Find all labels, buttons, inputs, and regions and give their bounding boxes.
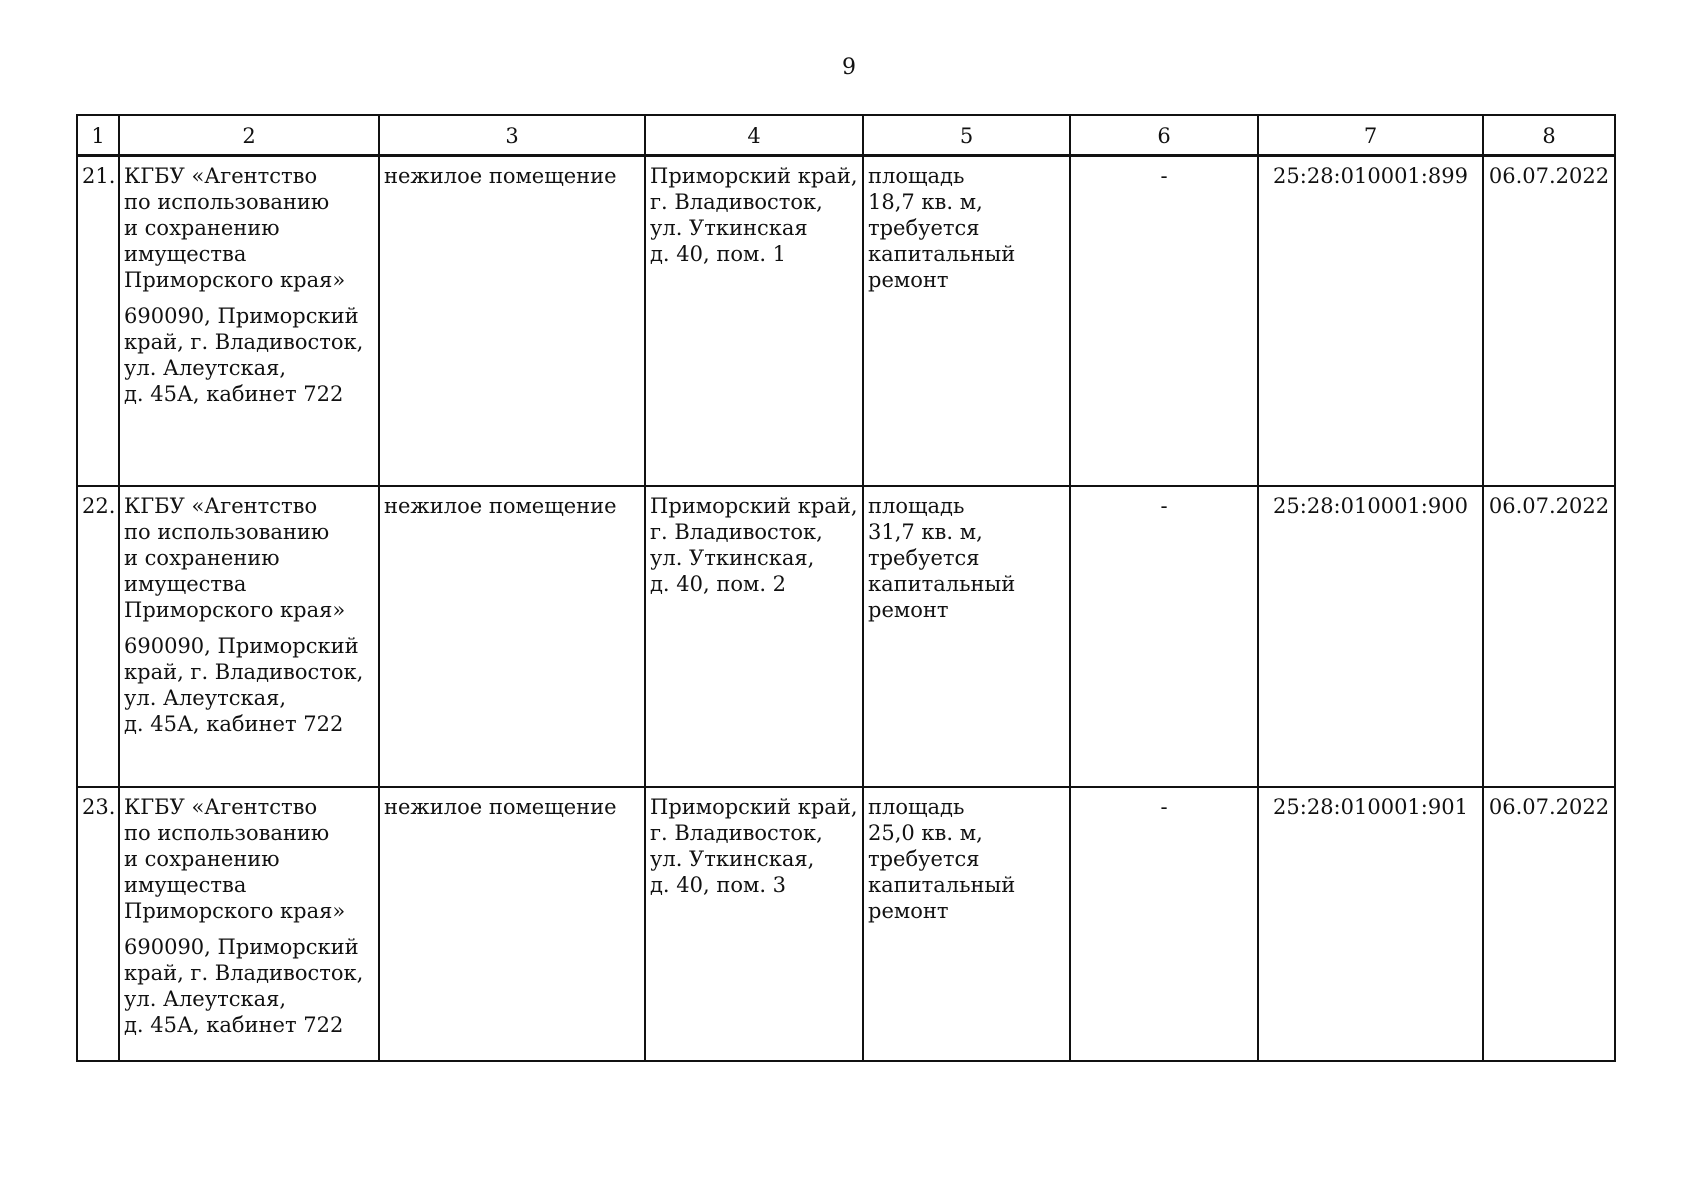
holder-address-line: 690090, Приморский bbox=[124, 304, 359, 328]
object-address-cell bbox=[645, 156, 863, 487]
holder-line: имущества bbox=[124, 873, 247, 897]
characteristics-cell bbox=[863, 787, 1070, 1061]
holder-address-line: д. 45А, кабинет 722 bbox=[124, 382, 344, 406]
date-cell: 06.07.2022 bbox=[1483, 787, 1615, 1061]
holder-line: КГБУ «Агентство bbox=[124, 164, 318, 188]
address-line: г. Владивосток, bbox=[650, 520, 823, 544]
holder-line: КГБУ «Агентство bbox=[124, 494, 318, 518]
characteristics-line: капитальный bbox=[868, 242, 1016, 266]
address-line: д. 40, пом. 2 bbox=[650, 572, 787, 596]
col6-cell: - bbox=[1070, 156, 1258, 487]
object-address-cell bbox=[645, 787, 863, 1061]
row-number: 22. bbox=[77, 486, 119, 787]
holder-address-line: край, г. Владивосток, bbox=[124, 330, 364, 354]
header-col-2: 2 bbox=[119, 115, 379, 156]
holder-address-line: край, г. Владивосток, bbox=[124, 660, 364, 684]
holder-address-line: ул. Алеутская, bbox=[124, 987, 287, 1011]
object-type-cell: нежилое помещение bbox=[379, 787, 645, 1061]
table-row bbox=[77, 486, 1615, 787]
header-col-7: 7 bbox=[1258, 115, 1483, 156]
address-line: Приморский край, bbox=[650, 795, 858, 819]
characteristics-line: 25,0 кв. м, bbox=[868, 821, 983, 845]
rights-holder-cell bbox=[119, 787, 379, 1061]
date-cell: 06.07.2022 bbox=[1483, 486, 1615, 787]
address-line: д. 40, пом. 1 bbox=[650, 242, 787, 266]
address-line: д. 40, пом. 3 bbox=[650, 873, 787, 897]
holder-line: Приморского края» bbox=[124, 899, 346, 923]
address-line: ул. Уткинская, bbox=[650, 847, 815, 871]
object-type-cell: нежилое помещение bbox=[379, 156, 645, 487]
holder-line: имущества bbox=[124, 572, 247, 596]
holder-line: Приморского края» bbox=[124, 268, 346, 292]
address-line: г. Владивосток, bbox=[650, 190, 823, 214]
cadastral-number-cell: 25:28:010001:901 bbox=[1258, 787, 1483, 1061]
characteristics-line: требуется bbox=[868, 847, 980, 871]
property-registry-table bbox=[76, 114, 1616, 1062]
holder-address-line: 690090, Приморский bbox=[124, 634, 359, 658]
header-col-8: 8 bbox=[1483, 115, 1615, 156]
holder-line: по использованию bbox=[124, 520, 330, 544]
table-row bbox=[77, 787, 1615, 1061]
rights-holder-cell bbox=[119, 486, 379, 787]
holder-address-line: д. 45А, кабинет 722 bbox=[124, 1013, 344, 1037]
address-line: г. Владивосток, bbox=[650, 821, 823, 845]
characteristics-cell bbox=[863, 156, 1070, 487]
holder-line: и сохранению bbox=[124, 847, 280, 871]
page-number: 9 bbox=[842, 55, 856, 80]
holder-address-line: ул. Алеутская, bbox=[124, 356, 287, 380]
characteristics-line: требуется bbox=[868, 546, 980, 570]
address-line: Приморский край, bbox=[650, 494, 858, 518]
holder-line: КГБУ «Агентство bbox=[124, 795, 318, 819]
address-line: ул. Уткинская, bbox=[650, 546, 815, 570]
table-header-row bbox=[77, 115, 1615, 156]
holder-line: имущества bbox=[124, 242, 247, 266]
row-number: 21. bbox=[77, 156, 119, 487]
characteristics-cell bbox=[863, 486, 1070, 787]
holder-line: Приморского края» bbox=[124, 598, 346, 622]
holder-address-line: край, г. Владивосток, bbox=[124, 961, 364, 985]
characteristics-line: площадь bbox=[868, 795, 965, 819]
holder-line: и сохранению bbox=[124, 216, 280, 240]
rights-holder-cell bbox=[119, 156, 379, 487]
header-col-3: 3 bbox=[379, 115, 645, 156]
address-line: ул. Уткинская bbox=[650, 216, 808, 240]
characteristics-line: капитальный bbox=[868, 873, 1016, 897]
table-row bbox=[77, 156, 1615, 487]
holder-address-line: ул. Алеутская, bbox=[124, 686, 287, 710]
characteristics-line: капитальный bbox=[868, 572, 1016, 596]
characteristics-line: 31,7 кв. м, bbox=[868, 520, 983, 544]
cadastral-number-cell: 25:28:010001:899 bbox=[1258, 156, 1483, 487]
object-type-cell: нежилое помещение bbox=[379, 486, 645, 787]
holder-line: по использованию bbox=[124, 190, 330, 214]
header-col-5: 5 bbox=[863, 115, 1070, 156]
col6-cell: - bbox=[1070, 486, 1258, 787]
holder-line: и сохранению bbox=[124, 546, 280, 570]
row-number: 23. bbox=[77, 787, 119, 1061]
holder-line: по использованию bbox=[124, 821, 330, 845]
characteristics-line: площадь bbox=[868, 494, 965, 518]
characteristics-line: 18,7 кв. м, bbox=[868, 190, 983, 214]
header-col-1: 1 bbox=[77, 115, 119, 156]
holder-address-line: д. 45А, кабинет 722 bbox=[124, 712, 344, 736]
characteristics-line: ремонт bbox=[868, 268, 949, 292]
characteristics-line: требуется bbox=[868, 216, 980, 240]
characteristics-line: ремонт bbox=[868, 899, 949, 923]
col6-cell: - bbox=[1070, 787, 1258, 1061]
date-cell: 06.07.2022 bbox=[1483, 156, 1615, 487]
header-col-4: 4 bbox=[645, 115, 863, 156]
holder-address-line: 690090, Приморский bbox=[124, 935, 359, 959]
characteristics-line: ремонт bbox=[868, 598, 949, 622]
header-col-6: 6 bbox=[1070, 115, 1258, 156]
address-line: Приморский край, bbox=[650, 164, 858, 188]
object-address-cell bbox=[645, 486, 863, 787]
cadastral-number-cell: 25:28:010001:900 bbox=[1258, 486, 1483, 787]
characteristics-line: площадь bbox=[868, 164, 965, 188]
